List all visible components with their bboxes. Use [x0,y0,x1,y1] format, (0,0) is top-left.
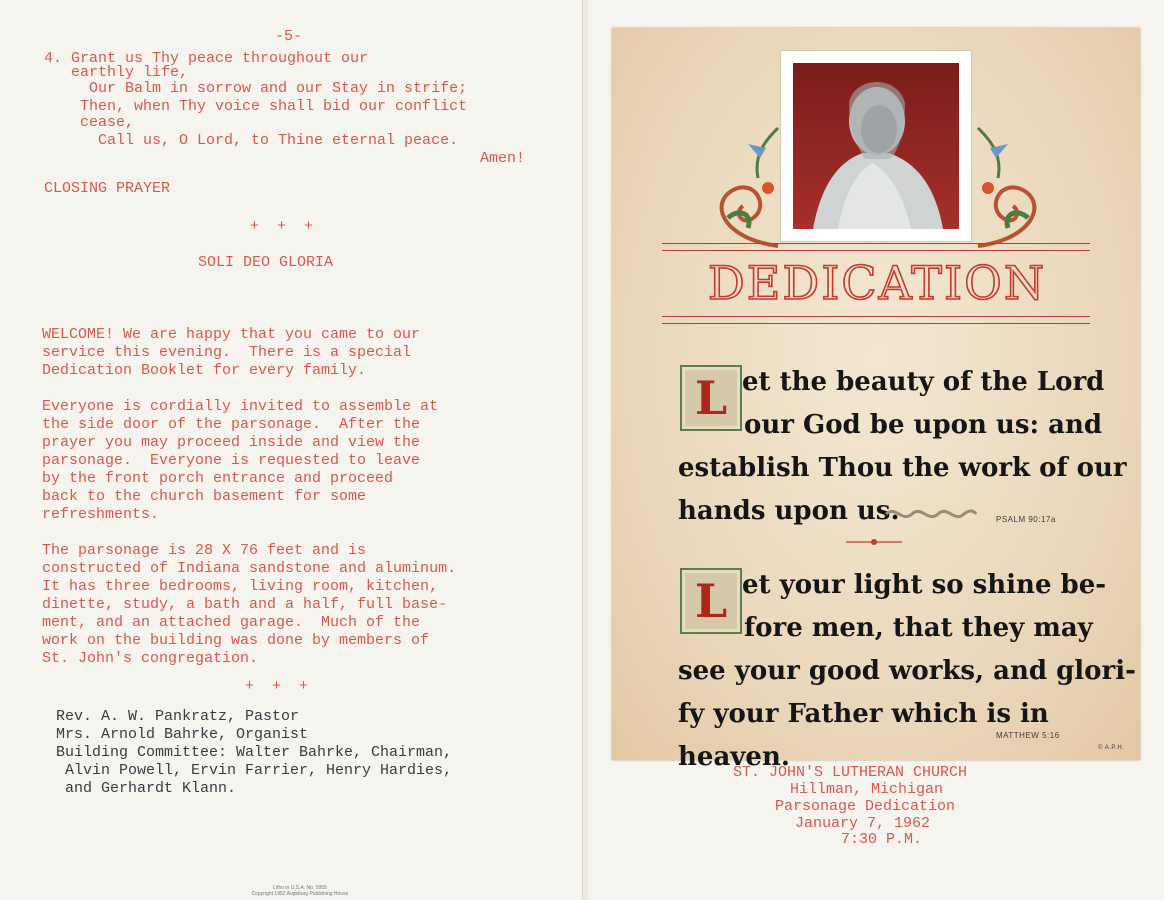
welcome-line: Dedication Booklet for every family. [42,362,367,379]
welcome-line: WELCOME! We are happy that you came to our [42,326,421,343]
verse-line: et the beauty of the Lord [742,367,1105,397]
verse-line: see your good works, and glori- [678,656,1136,686]
invite-line: refreshments. [42,506,160,523]
verse-line: establish Thou the work of our [678,453,1127,483]
parsonage-line: It has three bedrooms, living room, kitchen, [42,578,439,595]
illuminated-initial: L [680,568,742,634]
publisher-mark: © A.P.H. [1098,745,1125,751]
page-number: -5- [275,28,303,45]
parsonage-line: St. John's congregation. [42,650,259,667]
hymn-line: Our Balm in sorrow and our Stay in strife; [44,80,468,97]
decorative-flourish [882,505,980,523]
floral-ornament-left [698,118,788,248]
credit-line: Rev. A. W. Pankratz, Pastor [56,708,300,725]
heading-rule-top [662,243,1090,251]
invite-line: back to the church basement for some [42,488,367,505]
heading-rule-bottom [662,316,1090,324]
verse-line: et your light so shine be- [742,570,1107,600]
church-name: ST. JOHN'S LUTHERAN CHURCH [733,764,968,781]
parsonage-line: dinette, study, a bath and a half, full base- [42,596,448,613]
illuminated-initial: L [680,365,742,431]
church-location: Hillman, Michigan [790,781,944,798]
invite-line: by the front porch entrance and proceed [42,470,394,487]
verse-line: hands upon us. [678,496,900,526]
jesus-portrait [780,50,972,242]
credit-line: Alvin Powell, Ervin Farrier, Henry Hardies, [56,762,453,779]
ornament-divider [844,535,904,549]
parsonage-line: The parsonage is 28 X 76 feet and is [42,542,367,559]
amen: Amen! [480,150,526,167]
dedication-heading: DEDICATION [707,256,1047,310]
soli-deo-gloria: SOLI DEO GLORIA [198,254,334,271]
cross-divider: + + + [250,218,314,235]
invite-line: parsonage. Everyone is requested to leave [42,452,421,469]
imprint-line: Litho in U.S.A. No. 5955 [273,885,327,891]
credit-line: and Gerhardt Klann. [56,780,237,797]
dedication-card [612,28,1140,772]
hymn-line: 4. Grant us Thy peace throughout our [44,50,369,67]
matthew-reference: MATTHEW 5:16 [996,731,1060,740]
welcome-line: service this evening. There is a special [42,344,412,361]
parsonage-line: constructed of Indiana sandstone and aluminum. [42,560,457,577]
event-date: January 7, 1962 [795,815,931,832]
invite-line: Everyone is cordially invited to assemble at [42,398,439,415]
imprint-line: Copyright 1952 Augsburg Publishing House [251,891,349,897]
event-time: 7:30 P.M. [841,831,923,848]
statue-image [793,63,959,229]
verse-line: fy your Father which is in heaven. [678,699,1049,772]
credit-line: Mrs. Arnold Bahrke, Organist [56,726,309,743]
cross-divider: + + + [245,678,309,695]
parsonage-line: ment, and an attached garage. Much of the [42,614,421,631]
verse-line: our God be upon us: and [744,410,1103,440]
printer-imprint [220,885,380,897]
closing-prayer-heading: CLOSING PRAYER [44,180,171,197]
floral-ornament-right [968,118,1058,248]
credit-line: Building Committee: Walter Bahrke, Chairman, [56,744,453,761]
psalm-reference: PSALM 90:17a [996,515,1056,524]
parsonage-line: work on the building was done by members of [42,632,430,649]
hymn-line: cease, [44,114,135,131]
verse-line: fore men, that they may [744,613,1093,643]
event-name: Parsonage Dedication [775,798,956,815]
hymn-line: Then, when Thy voice shall bid our conflict [44,98,468,115]
hymn-line: Call us, O Lord, to Thine eternal peace. [44,132,459,149]
invite-line: the side door of the parsonage. After the [42,416,421,433]
hymn-line: earthly life, [44,64,189,81]
invite-line: prayer you may proceed inside and view the [42,434,421,451]
